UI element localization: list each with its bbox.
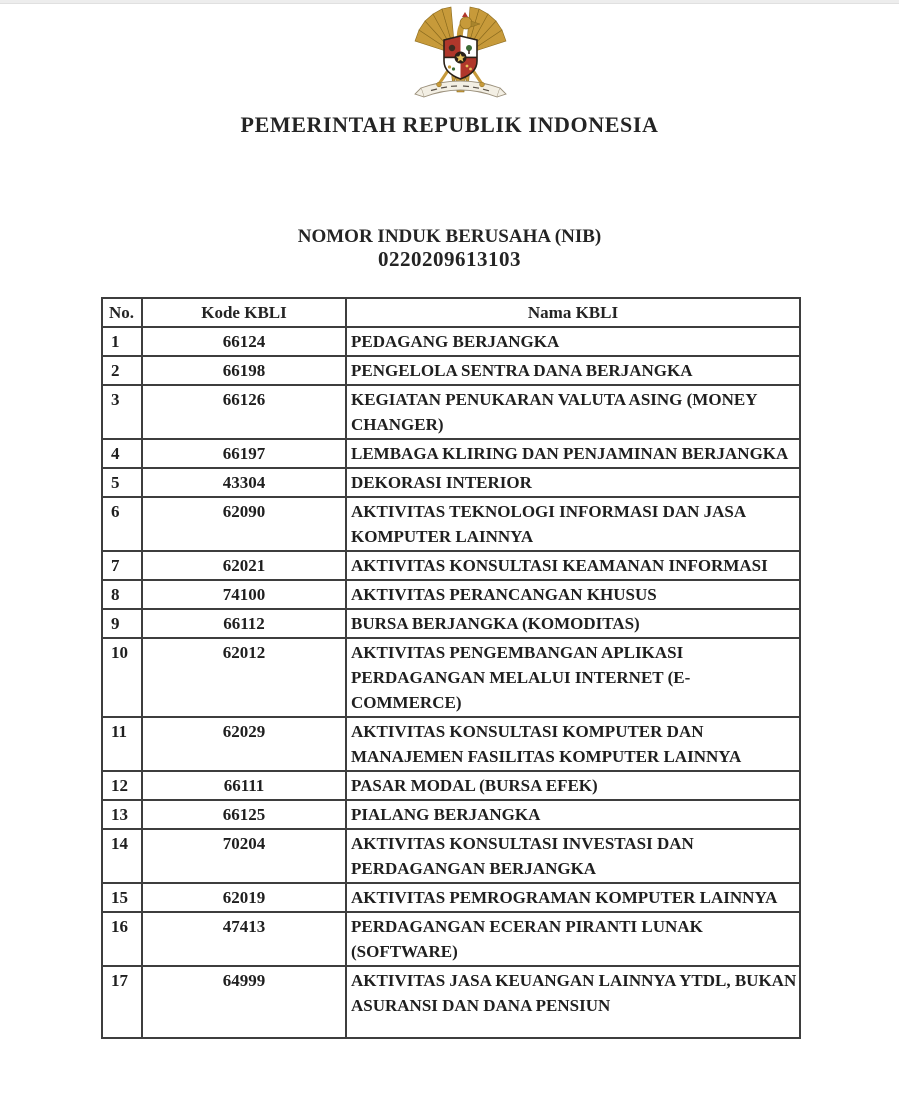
cell-nama: PEDAGANG BERJANGKA: [346, 327, 800, 356]
cell-no: 7: [102, 551, 142, 580]
cell-nama: AKTIVITAS PENGEMBANGAN APLIKASI PERDAGANGAN MELALUI INTERNET (E-COMMERCE): [346, 638, 800, 717]
cell-nama: PENGELOLA SENTRA DANA BERJANGKA: [346, 356, 800, 385]
cell-kode: 62021: [142, 551, 346, 580]
cell-kode: 62019: [142, 883, 346, 912]
table-row: [102, 771, 800, 800]
cell-kode: 66126: [142, 385, 346, 439]
cell-nama: KEGIATAN PENUKARAN VALUTA ASING (MONEY CHANGER): [346, 385, 800, 439]
garuda-icon: [413, 4, 508, 104]
table-row: [102, 912, 800, 966]
cell-nama: AKTIVITAS JASA KEUANGAN LAINNYA YTDL, BUKAN ASURANSI DAN DANA PENSIUN: [346, 966, 800, 1038]
table-row: [102, 439, 800, 468]
table-row: [102, 829, 800, 883]
cell-kode: 62012: [142, 638, 346, 717]
cell-nama: AKTIVITAS KONSULTASI INVESTASI DAN PERDAGANGAN BERJANGKA: [346, 829, 800, 883]
cell-no: 8: [102, 580, 142, 609]
garuda-pancasila-emblem: [413, 4, 508, 104]
cell-kode: 70204: [142, 829, 346, 883]
cell-nama: PASAR MODAL (BURSA EFEK): [346, 771, 800, 800]
cell-kode: 66125: [142, 800, 346, 829]
cell-no: 4: [102, 439, 142, 468]
cell-nama: LEMBAGA KLIRING DAN PENJAMINAN BERJANGKA: [346, 439, 800, 468]
table-row: [102, 356, 800, 385]
cell-kode: 66111: [142, 771, 346, 800]
nib-number: 0220209613103: [378, 247, 521, 271]
cell-kode: 47413: [142, 912, 346, 966]
header-nama-kbli: Nama KBLI: [346, 298, 800, 327]
cell-no: 11: [102, 717, 142, 771]
cell-no: 14: [102, 829, 142, 883]
nib-heading: NOMOR INDUK BERUSAHA (NIB): [297, 226, 602, 247]
cell-nama: DEKORASI INTERIOR: [346, 468, 800, 497]
cell-no: 3: [102, 385, 142, 439]
table-header-row: [102, 298, 800, 327]
cell-kode: 64999: [142, 966, 346, 1038]
cell-nama: PIALANG BERJANGKA: [346, 800, 800, 829]
cell-no: 2: [102, 356, 142, 385]
cell-kode: 66124: [142, 327, 346, 356]
cell-kode: 43304: [142, 468, 346, 497]
cell-no: 5: [102, 468, 142, 497]
table-row: [102, 468, 800, 497]
table-row: [102, 717, 800, 771]
cell-no: 17: [102, 966, 142, 1038]
table-row: [102, 638, 800, 717]
table-row: [102, 497, 800, 551]
cell-nama: AKTIVITAS PERANCANGAN KHUSUS: [346, 580, 800, 609]
table-row: [102, 385, 800, 439]
cell-no: 12: [102, 771, 142, 800]
table-row: [102, 327, 800, 356]
table-row: [102, 580, 800, 609]
cell-no: 10: [102, 638, 142, 717]
cell-no: 15: [102, 883, 142, 912]
cell-kode: 66198: [142, 356, 346, 385]
cell-no: 16: [102, 912, 142, 966]
table-row: [102, 883, 800, 912]
cell-nama: PERDAGANGAN ECERAN PIRANTI LUNAK (SOFTWARE): [346, 912, 800, 966]
table-row: [102, 551, 800, 580]
cell-no: 6: [102, 497, 142, 551]
cell-kode: 62090: [142, 497, 346, 551]
cell-kode: 66112: [142, 609, 346, 638]
page-title: PEMERINTAH REPUBLIK INDONESIA: [240, 112, 659, 137]
cell-no: 1: [102, 327, 142, 356]
cell-nama: AKTIVITAS KONSULTASI KEAMANAN INFORMASI: [346, 551, 800, 580]
cell-kode: 74100: [142, 580, 346, 609]
cell-kode: 62029: [142, 717, 346, 771]
header-kode-kbli: Kode KBLI: [142, 298, 346, 327]
cell-no: 9: [102, 609, 142, 638]
table-row: [102, 609, 800, 638]
cell-kode: 66197: [142, 439, 346, 468]
cell-nama: AKTIVITAS PEMROGRAMAN KOMPUTER LAINNYA: [346, 883, 800, 912]
cell-no: 13: [102, 800, 142, 829]
table-row: [102, 966, 800, 1038]
table-row: [102, 800, 800, 829]
header-no: No.: [102, 298, 142, 327]
cell-nama: BURSA BERJANGKA (KOMODITAS): [346, 609, 800, 638]
kbli-table: [101, 297, 801, 1039]
cell-nama: AKTIVITAS KONSULTASI KOMPUTER DAN MANAJEMEN FASILITAS KOMPUTER LAINNYA: [346, 717, 800, 771]
cell-nama: AKTIVITAS TEKNOLOGI INFORMASI DAN JASA KOMPUTER LAINNYA: [346, 497, 800, 551]
